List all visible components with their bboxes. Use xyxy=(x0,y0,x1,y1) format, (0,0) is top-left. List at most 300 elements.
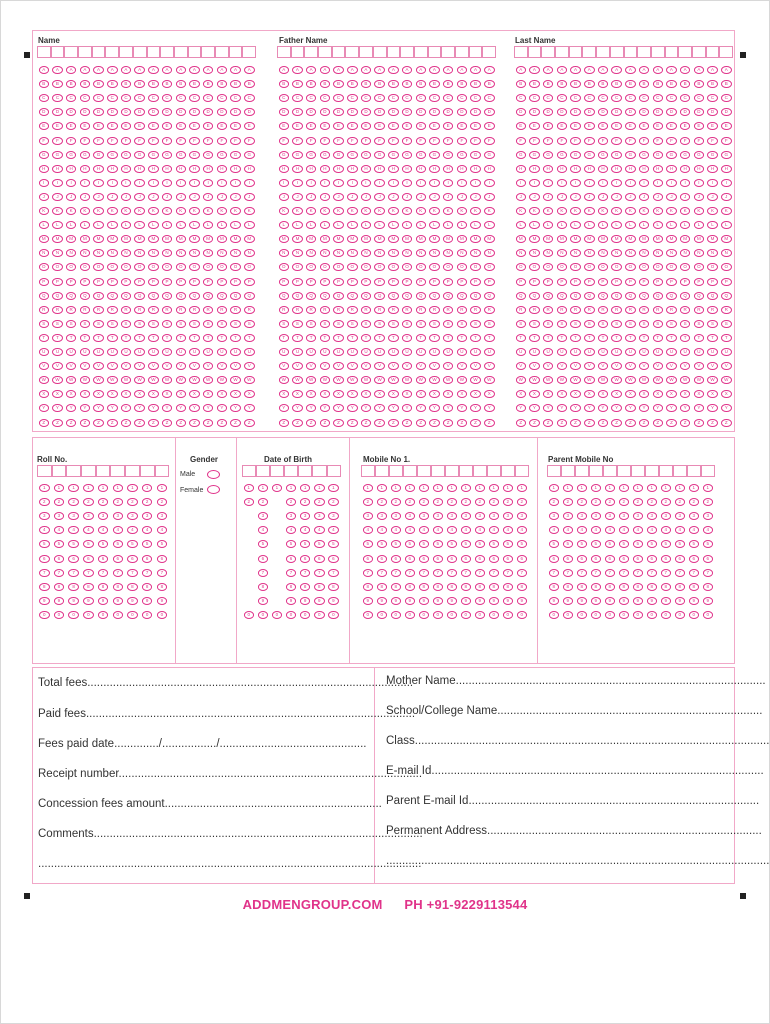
entry-box[interactable] xyxy=(201,46,215,58)
answer-bubble[interactable]: B xyxy=(484,80,495,88)
answer-bubble[interactable]: C xyxy=(570,94,581,102)
answer-bubble[interactable]: A xyxy=(721,66,732,74)
answer-bubble[interactable]: X xyxy=(543,390,554,398)
answer-bubble[interactable]: G xyxy=(189,151,200,159)
answer-bubble[interactable]: 8 xyxy=(286,583,297,591)
answer-bubble[interactable]: B xyxy=(134,80,145,88)
answer-bubble[interactable]: 1 xyxy=(619,484,630,492)
answer-bubble[interactable]: V xyxy=(694,362,705,370)
answer-bubble[interactable]: V xyxy=(557,362,568,370)
answer-bubble[interactable]: Q xyxy=(470,292,481,300)
answer-bubble[interactable]: Q xyxy=(584,292,595,300)
answer-bubble[interactable]: 0 xyxy=(98,611,109,619)
answer-bubble[interactable]: T xyxy=(680,334,691,342)
answer-bubble[interactable]: 0 xyxy=(300,611,311,619)
entry-box[interactable] xyxy=(482,46,496,58)
answer-bubble[interactable]: W xyxy=(230,376,241,384)
answer-bubble[interactable]: 6 xyxy=(83,555,94,563)
answer-bubble[interactable]: 9 xyxy=(258,597,269,605)
answer-bubble[interactable]: O xyxy=(516,263,527,271)
answer-bubble[interactable]: B xyxy=(625,80,636,88)
answer-bubble[interactable]: M xyxy=(361,235,372,243)
answer-bubble[interactable]: H xyxy=(361,165,372,173)
answer-bubble[interactable]: O xyxy=(320,263,331,271)
answer-bubble[interactable]: Y xyxy=(66,404,77,412)
answer-bubble[interactable]: P xyxy=(292,278,303,286)
answer-bubble[interactable]: Q xyxy=(320,292,331,300)
answer-bubble[interactable]: W xyxy=(244,376,255,384)
answer-bubble[interactable]: 0 xyxy=(405,611,416,619)
answer-bubble[interactable]: 5 xyxy=(563,540,574,548)
answer-bubble[interactable]: M xyxy=(333,235,344,243)
answer-bubble[interactable]: 6 xyxy=(39,555,50,563)
answer-bubble[interactable]: H xyxy=(516,165,527,173)
answer-bubble[interactable]: Q xyxy=(306,292,317,300)
answer-bubble[interactable]: M xyxy=(121,235,132,243)
answer-bubble[interactable]: P xyxy=(457,278,468,286)
answer-bubble[interactable]: 3 xyxy=(54,512,65,520)
answer-bubble[interactable]: W xyxy=(666,376,677,384)
answer-bubble[interactable]: 4 xyxy=(83,526,94,534)
answer-bubble[interactable]: G xyxy=(484,151,495,159)
answer-bubble[interactable]: L xyxy=(598,221,609,229)
answer-bubble[interactable]: D xyxy=(484,108,495,116)
entry-box[interactable] xyxy=(387,46,401,58)
answer-bubble[interactable]: W xyxy=(416,376,427,384)
answer-bubble[interactable]: K xyxy=(625,207,636,215)
answer-bubble[interactable]: L xyxy=(279,221,290,229)
answer-bubble[interactable]: U xyxy=(611,348,622,356)
answer-bubble[interactable]: 9 xyxy=(591,597,602,605)
answer-bubble[interactable]: S xyxy=(416,320,427,328)
answer-bubble[interactable]: Q xyxy=(176,292,187,300)
answer-bubble[interactable]: D xyxy=(66,108,77,116)
answer-bubble[interactable]: J xyxy=(457,193,468,201)
answer-bubble[interactable]: E xyxy=(203,122,214,130)
answer-bubble[interactable]: C xyxy=(429,94,440,102)
answer-bubble[interactable]: 9 xyxy=(98,597,109,605)
answer-bubble[interactable]: S xyxy=(279,320,290,328)
total-fees-field[interactable]: Total fees...................................................................................................... xyxy=(38,677,414,689)
answer-bubble[interactable]: B xyxy=(443,80,454,88)
answer-bubble[interactable]: K xyxy=(598,207,609,215)
entry-box[interactable] xyxy=(270,465,284,477)
answer-bubble[interactable]: G xyxy=(93,151,104,159)
answer-bubble[interactable]: I xyxy=(653,179,664,187)
answer-bubble[interactable]: W xyxy=(543,376,554,384)
answer-bubble[interactable]: H xyxy=(484,165,495,173)
answer-bubble[interactable]: P xyxy=(361,278,372,286)
answer-bubble[interactable]: U xyxy=(52,348,63,356)
entry-box[interactable] xyxy=(229,46,243,58)
answer-bubble[interactable]: 4 xyxy=(142,526,153,534)
answer-bubble[interactable]: J xyxy=(244,193,255,201)
answer-bubble[interactable]: 6 xyxy=(54,555,65,563)
answer-bubble[interactable]: P xyxy=(529,278,540,286)
answer-bubble[interactable]: Y xyxy=(320,404,331,412)
answer-bubble[interactable]: D xyxy=(347,108,358,116)
answer-bubble[interactable]: O xyxy=(529,263,540,271)
entry-box[interactable] xyxy=(417,465,431,477)
answer-bubble[interactable]: P xyxy=(134,278,145,286)
answer-bubble[interactable]: X xyxy=(429,390,440,398)
answer-bubble[interactable]: L xyxy=(557,221,568,229)
answer-bubble[interactable]: 2 xyxy=(258,498,269,506)
answer-bubble[interactable]: V xyxy=(320,362,331,370)
answer-bubble[interactable]: 6 xyxy=(328,555,339,563)
answer-bubble[interactable]: N xyxy=(347,249,358,257)
answer-bubble[interactable]: 3 xyxy=(157,512,168,520)
answer-bubble[interactable]: J xyxy=(584,193,595,201)
answer-bubble[interactable]: T xyxy=(121,334,132,342)
answer-bubble[interactable]: O xyxy=(611,263,622,271)
answer-bubble[interactable]: 7 xyxy=(419,569,430,577)
answer-bubble[interactable]: H xyxy=(625,165,636,173)
answer-bubble[interactable]: U xyxy=(516,348,527,356)
answer-bubble[interactable]: A xyxy=(639,66,650,74)
answer-bubble[interactable]: 2 xyxy=(689,498,700,506)
answer-bubble[interactable]: P xyxy=(162,278,173,286)
answer-bubble[interactable]: 3 xyxy=(577,512,588,520)
answer-bubble[interactable]: R xyxy=(121,306,132,314)
answer-bubble[interactable]: 2 xyxy=(157,498,168,506)
answer-bubble[interactable]: L xyxy=(333,221,344,229)
answer-bubble[interactable]: W xyxy=(611,376,622,384)
answer-bubble[interactable]: C xyxy=(625,94,636,102)
answer-bubble[interactable]: C xyxy=(402,94,413,102)
answer-bubble[interactable]: F xyxy=(189,137,200,145)
answer-bubble[interactable]: N xyxy=(598,249,609,257)
answer-bubble[interactable]: U xyxy=(625,348,636,356)
answer-bubble[interactable]: 8 xyxy=(433,583,444,591)
answer-bubble[interactable]: X xyxy=(557,390,568,398)
answer-bubble[interactable]: N xyxy=(680,249,691,257)
answer-bubble[interactable]: I xyxy=(148,179,159,187)
entry-box[interactable] xyxy=(389,465,403,477)
answer-bubble[interactable]: Y xyxy=(148,404,159,412)
answer-bubble[interactable]: T xyxy=(189,334,200,342)
answer-bubble[interactable]: Q xyxy=(134,292,145,300)
answer-bubble[interactable]: N xyxy=(529,249,540,257)
answer-bubble[interactable]: N xyxy=(230,249,241,257)
entry-box[interactable] xyxy=(678,46,692,58)
answer-bubble[interactable]: F xyxy=(666,137,677,145)
answer-bubble[interactable]: G xyxy=(203,151,214,159)
answer-bubble[interactable]: Z xyxy=(429,419,440,427)
answer-bubble[interactable]: C xyxy=(666,94,677,102)
answer-bubble[interactable]: L xyxy=(516,221,527,229)
answer-bubble[interactable]: Q xyxy=(230,292,241,300)
answer-bubble[interactable]: K xyxy=(107,207,118,215)
answer-bubble[interactable]: J xyxy=(374,193,385,201)
entry-box[interactable] xyxy=(631,465,645,477)
answer-bubble[interactable]: V xyxy=(570,362,581,370)
answer-bubble[interactable]: 1 xyxy=(503,484,514,492)
answer-bubble[interactable]: E xyxy=(611,122,622,130)
entry-box[interactable] xyxy=(361,465,375,477)
answer-bubble[interactable]: S xyxy=(121,320,132,328)
entry-box[interactable] xyxy=(312,465,326,477)
answer-bubble[interactable]: T xyxy=(721,334,732,342)
answer-bubble[interactable]: G xyxy=(217,151,228,159)
answer-bubble[interactable]: X xyxy=(148,390,159,398)
answer-bubble[interactable]: D xyxy=(570,108,581,116)
answer-bubble[interactable]: L xyxy=(653,221,664,229)
answer-bubble[interactable]: S xyxy=(52,320,63,328)
answer-bubble[interactable]: 2 xyxy=(489,498,500,506)
answer-bubble[interactable]: Z xyxy=(611,419,622,427)
answer-bubble[interactable]: P xyxy=(93,278,104,286)
answer-bubble[interactable]: V xyxy=(347,362,358,370)
answer-bubble[interactable]: 9 xyxy=(577,597,588,605)
answer-bubble[interactable]: I xyxy=(333,179,344,187)
answer-bubble[interactable]: K xyxy=(162,207,173,215)
answer-bubble[interactable]: M xyxy=(347,235,358,243)
answer-bubble[interactable]: M xyxy=(443,235,454,243)
answer-bubble[interactable]: X xyxy=(347,390,358,398)
answer-bubble[interactable]: 1 xyxy=(127,484,138,492)
answer-bubble[interactable]: M xyxy=(292,235,303,243)
answer-bubble[interactable]: 5 xyxy=(475,540,486,548)
answer-bubble[interactable]: J xyxy=(148,193,159,201)
answer-bubble[interactable]: A xyxy=(107,66,118,74)
answer-bubble[interactable]: D xyxy=(230,108,241,116)
answer-bubble[interactable]: G xyxy=(121,151,132,159)
answer-bubble[interactable]: 5 xyxy=(549,540,560,548)
answer-bubble[interactable]: A xyxy=(80,66,91,74)
answer-bubble[interactable]: Q xyxy=(611,292,622,300)
answer-bubble[interactable]: C xyxy=(516,94,527,102)
answer-bubble[interactable]: D xyxy=(470,108,481,116)
answer-bubble[interactable]: Z xyxy=(306,419,317,427)
answer-bubble[interactable]: 6 xyxy=(563,555,574,563)
answer-bubble[interactable]: T xyxy=(162,334,173,342)
answer-bubble[interactable]: T xyxy=(148,334,159,342)
answer-bubble[interactable]: D xyxy=(680,108,691,116)
answer-bubble[interactable]: X xyxy=(66,390,77,398)
answer-bubble[interactable]: W xyxy=(429,376,440,384)
answer-bubble[interactable]: Z xyxy=(484,419,495,427)
answer-bubble[interactable]: O xyxy=(416,263,427,271)
answer-bubble[interactable]: 6 xyxy=(300,555,311,563)
answer-bubble[interactable]: X xyxy=(666,390,677,398)
answer-bubble[interactable]: U xyxy=(707,348,718,356)
answer-bubble[interactable]: V xyxy=(93,362,104,370)
answer-bubble[interactable]: H xyxy=(52,165,63,173)
answer-bubble[interactable]: C xyxy=(529,94,540,102)
answer-bubble[interactable]: B xyxy=(361,80,372,88)
answer-bubble[interactable]: J xyxy=(39,193,50,201)
answer-bubble[interactable]: A xyxy=(320,66,331,74)
entry-box[interactable] xyxy=(637,46,651,58)
answer-bubble[interactable]: P xyxy=(653,278,664,286)
answer-bubble[interactable]: H xyxy=(402,165,413,173)
answer-bubble[interactable]: L xyxy=(570,221,581,229)
answer-bubble[interactable]: I xyxy=(189,179,200,187)
entry-box[interactable] xyxy=(400,46,414,58)
answer-bubble[interactable]: D xyxy=(598,108,609,116)
answer-bubble[interactable]: Q xyxy=(570,292,581,300)
answer-bubble[interactable]: R xyxy=(292,306,303,314)
answer-bubble[interactable]: T xyxy=(203,334,214,342)
answer-bubble[interactable]: I xyxy=(39,179,50,187)
answer-bubble[interactable]: K xyxy=(570,207,581,215)
answer-bubble[interactable]: 6 xyxy=(503,555,514,563)
answer-bubble[interactable]: 6 xyxy=(475,555,486,563)
answer-bubble[interactable]: K xyxy=(611,207,622,215)
entry-box[interactable] xyxy=(455,46,469,58)
answer-bubble[interactable]: 3 xyxy=(328,512,339,520)
answer-bubble[interactable]: 6 xyxy=(142,555,153,563)
answer-bubble[interactable]: Y xyxy=(347,404,358,412)
answer-bubble[interactable]: H xyxy=(189,165,200,173)
answer-bubble[interactable]: V xyxy=(162,362,173,370)
answer-bubble[interactable]: 3 xyxy=(405,512,416,520)
answer-bubble[interactable]: L xyxy=(244,221,255,229)
answer-bubble[interactable]: G xyxy=(721,151,732,159)
answer-bubble[interactable]: M xyxy=(611,235,622,243)
answer-bubble[interactable]: V xyxy=(203,362,214,370)
answer-bubble[interactable]: T xyxy=(80,334,91,342)
answer-bubble[interactable]: S xyxy=(529,320,540,328)
entry-box[interactable] xyxy=(487,465,501,477)
answer-bubble[interactable]: Q xyxy=(484,292,495,300)
answer-bubble[interactable]: U xyxy=(361,348,372,356)
answer-bubble[interactable]: E xyxy=(134,122,145,130)
answer-bubble[interactable]: 2 xyxy=(475,498,486,506)
answer-bubble[interactable]: V xyxy=(39,362,50,370)
answer-bubble[interactable]: D xyxy=(374,108,385,116)
answer-bubble[interactable]: V xyxy=(666,362,677,370)
answer-bubble[interactable]: T xyxy=(666,334,677,342)
answer-bubble[interactable]: I xyxy=(93,179,104,187)
answer-bubble[interactable]: E xyxy=(639,122,650,130)
answer-bubble[interactable]: W xyxy=(529,376,540,384)
answer-bubble[interactable]: Q xyxy=(529,292,540,300)
answer-bubble[interactable]: A xyxy=(203,66,214,74)
answer-bubble[interactable]: N xyxy=(470,249,481,257)
answer-bubble[interactable]: B xyxy=(347,80,358,88)
answer-bubble[interactable]: 6 xyxy=(661,555,672,563)
answer-bubble[interactable]: 8 xyxy=(363,583,374,591)
answer-bubble[interactable]: P xyxy=(39,278,50,286)
answer-bubble[interactable]: R xyxy=(611,306,622,314)
answer-bubble[interactable]: D xyxy=(611,108,622,116)
answer-bubble[interactable]: C xyxy=(694,94,705,102)
answer-bubble[interactable]: 4 xyxy=(461,526,472,534)
answer-bubble[interactable]: X xyxy=(134,390,145,398)
answer-bubble[interactable]: 2 xyxy=(661,498,672,506)
answer-bubble[interactable]: T xyxy=(333,334,344,342)
answer-bubble[interactable]: V xyxy=(306,362,317,370)
answer-bubble[interactable]: F xyxy=(134,137,145,145)
answer-bubble[interactable]: 8 xyxy=(98,583,109,591)
answer-bubble[interactable]: M xyxy=(416,235,427,243)
answer-bubble[interactable]: Z xyxy=(80,419,91,427)
answer-bubble[interactable]: 6 xyxy=(517,555,528,563)
answer-bubble[interactable]: 0 xyxy=(661,611,672,619)
answer-bubble[interactable]: B xyxy=(402,80,413,88)
entry-box[interactable] xyxy=(665,46,679,58)
answer-bubble[interactable]: J xyxy=(416,193,427,201)
answer-bubble[interactable]: N xyxy=(429,249,440,257)
answer-bubble[interactable]: 4 xyxy=(675,526,686,534)
answer-bubble[interactable]: R xyxy=(80,306,91,314)
answer-bubble[interactable]: 5 xyxy=(83,540,94,548)
answer-bubble[interactable]: K xyxy=(121,207,132,215)
answer-bubble[interactable]: I xyxy=(374,179,385,187)
answer-bubble[interactable]: R xyxy=(429,306,440,314)
answer-bubble[interactable]: R xyxy=(347,306,358,314)
entry-box[interactable] xyxy=(110,465,125,477)
answer-bubble[interactable]: 8 xyxy=(549,583,560,591)
answer-bubble[interactable]: 4 xyxy=(703,526,714,534)
answer-bubble[interactable]: V xyxy=(416,362,427,370)
entry-box[interactable] xyxy=(701,465,715,477)
answer-bubble[interactable]: M xyxy=(217,235,228,243)
answer-bubble[interactable]: K xyxy=(557,207,568,215)
answer-bubble[interactable]: S xyxy=(443,320,454,328)
answer-bubble[interactable]: P xyxy=(52,278,63,286)
answer-bubble[interactable]: D xyxy=(176,108,187,116)
answer-bubble[interactable]: 2 xyxy=(605,498,616,506)
entry-box[interactable] xyxy=(174,46,188,58)
answer-bubble[interactable]: X xyxy=(306,390,317,398)
answer-bubble[interactable]: K xyxy=(80,207,91,215)
answer-bubble[interactable]: M xyxy=(402,235,413,243)
answer-bubble[interactable]: 4 xyxy=(419,526,430,534)
answer-bubble[interactable]: T xyxy=(625,334,636,342)
answer-bubble[interactable]: B xyxy=(416,80,427,88)
address-extra-line[interactable]: ........................................................................................................................ xyxy=(386,855,770,867)
answer-bubble[interactable]: 4 xyxy=(661,526,672,534)
answer-bubble[interactable]: Z xyxy=(416,419,427,427)
answer-bubble[interactable]: 2 xyxy=(447,498,458,506)
answer-bubble[interactable]: E xyxy=(694,122,705,130)
answer-bubble[interactable]: U xyxy=(134,348,145,356)
answer-bubble[interactable]: 9 xyxy=(405,597,416,605)
answer-bubble[interactable]: H xyxy=(429,165,440,173)
answer-bubble[interactable]: B xyxy=(653,80,664,88)
answer-bubble[interactable]: U xyxy=(148,348,159,356)
answer-bubble[interactable]: K xyxy=(230,207,241,215)
answer-bubble[interactable]: U xyxy=(570,348,581,356)
answer-bubble[interactable]: P xyxy=(333,278,344,286)
answer-bubble[interactable]: F xyxy=(361,137,372,145)
answer-bubble[interactable]: K xyxy=(443,207,454,215)
answer-bubble[interactable]: 7 xyxy=(405,569,416,577)
email-field[interactable]: E-mail Id........................................................................................................ xyxy=(386,765,764,777)
answer-bubble[interactable]: E xyxy=(443,122,454,130)
answer-bubble[interactable]: M xyxy=(625,235,636,243)
answer-bubble[interactable]: I xyxy=(134,179,145,187)
answer-bubble[interactable]: Q xyxy=(66,292,77,300)
answer-bubble[interactable]: C xyxy=(148,94,159,102)
answer-bubble[interactable]: U xyxy=(230,348,241,356)
answer-bubble[interactable]: V xyxy=(470,362,481,370)
answer-bubble[interactable]: 1 xyxy=(157,484,168,492)
answer-bubble[interactable]: D xyxy=(162,108,173,116)
answer-bubble[interactable]: Z xyxy=(680,419,691,427)
answer-bubble[interactable]: U xyxy=(374,348,385,356)
answer-bubble[interactable]: Y xyxy=(457,404,468,412)
answer-bubble[interactable]: B xyxy=(292,80,303,88)
answer-bubble[interactable]: F xyxy=(598,137,609,145)
answer-bubble[interactable]: 0 xyxy=(549,611,560,619)
answer-bubble[interactable]: N xyxy=(639,249,650,257)
answer-bubble[interactable]: X xyxy=(388,390,399,398)
answer-bubble[interactable]: A xyxy=(680,66,691,74)
